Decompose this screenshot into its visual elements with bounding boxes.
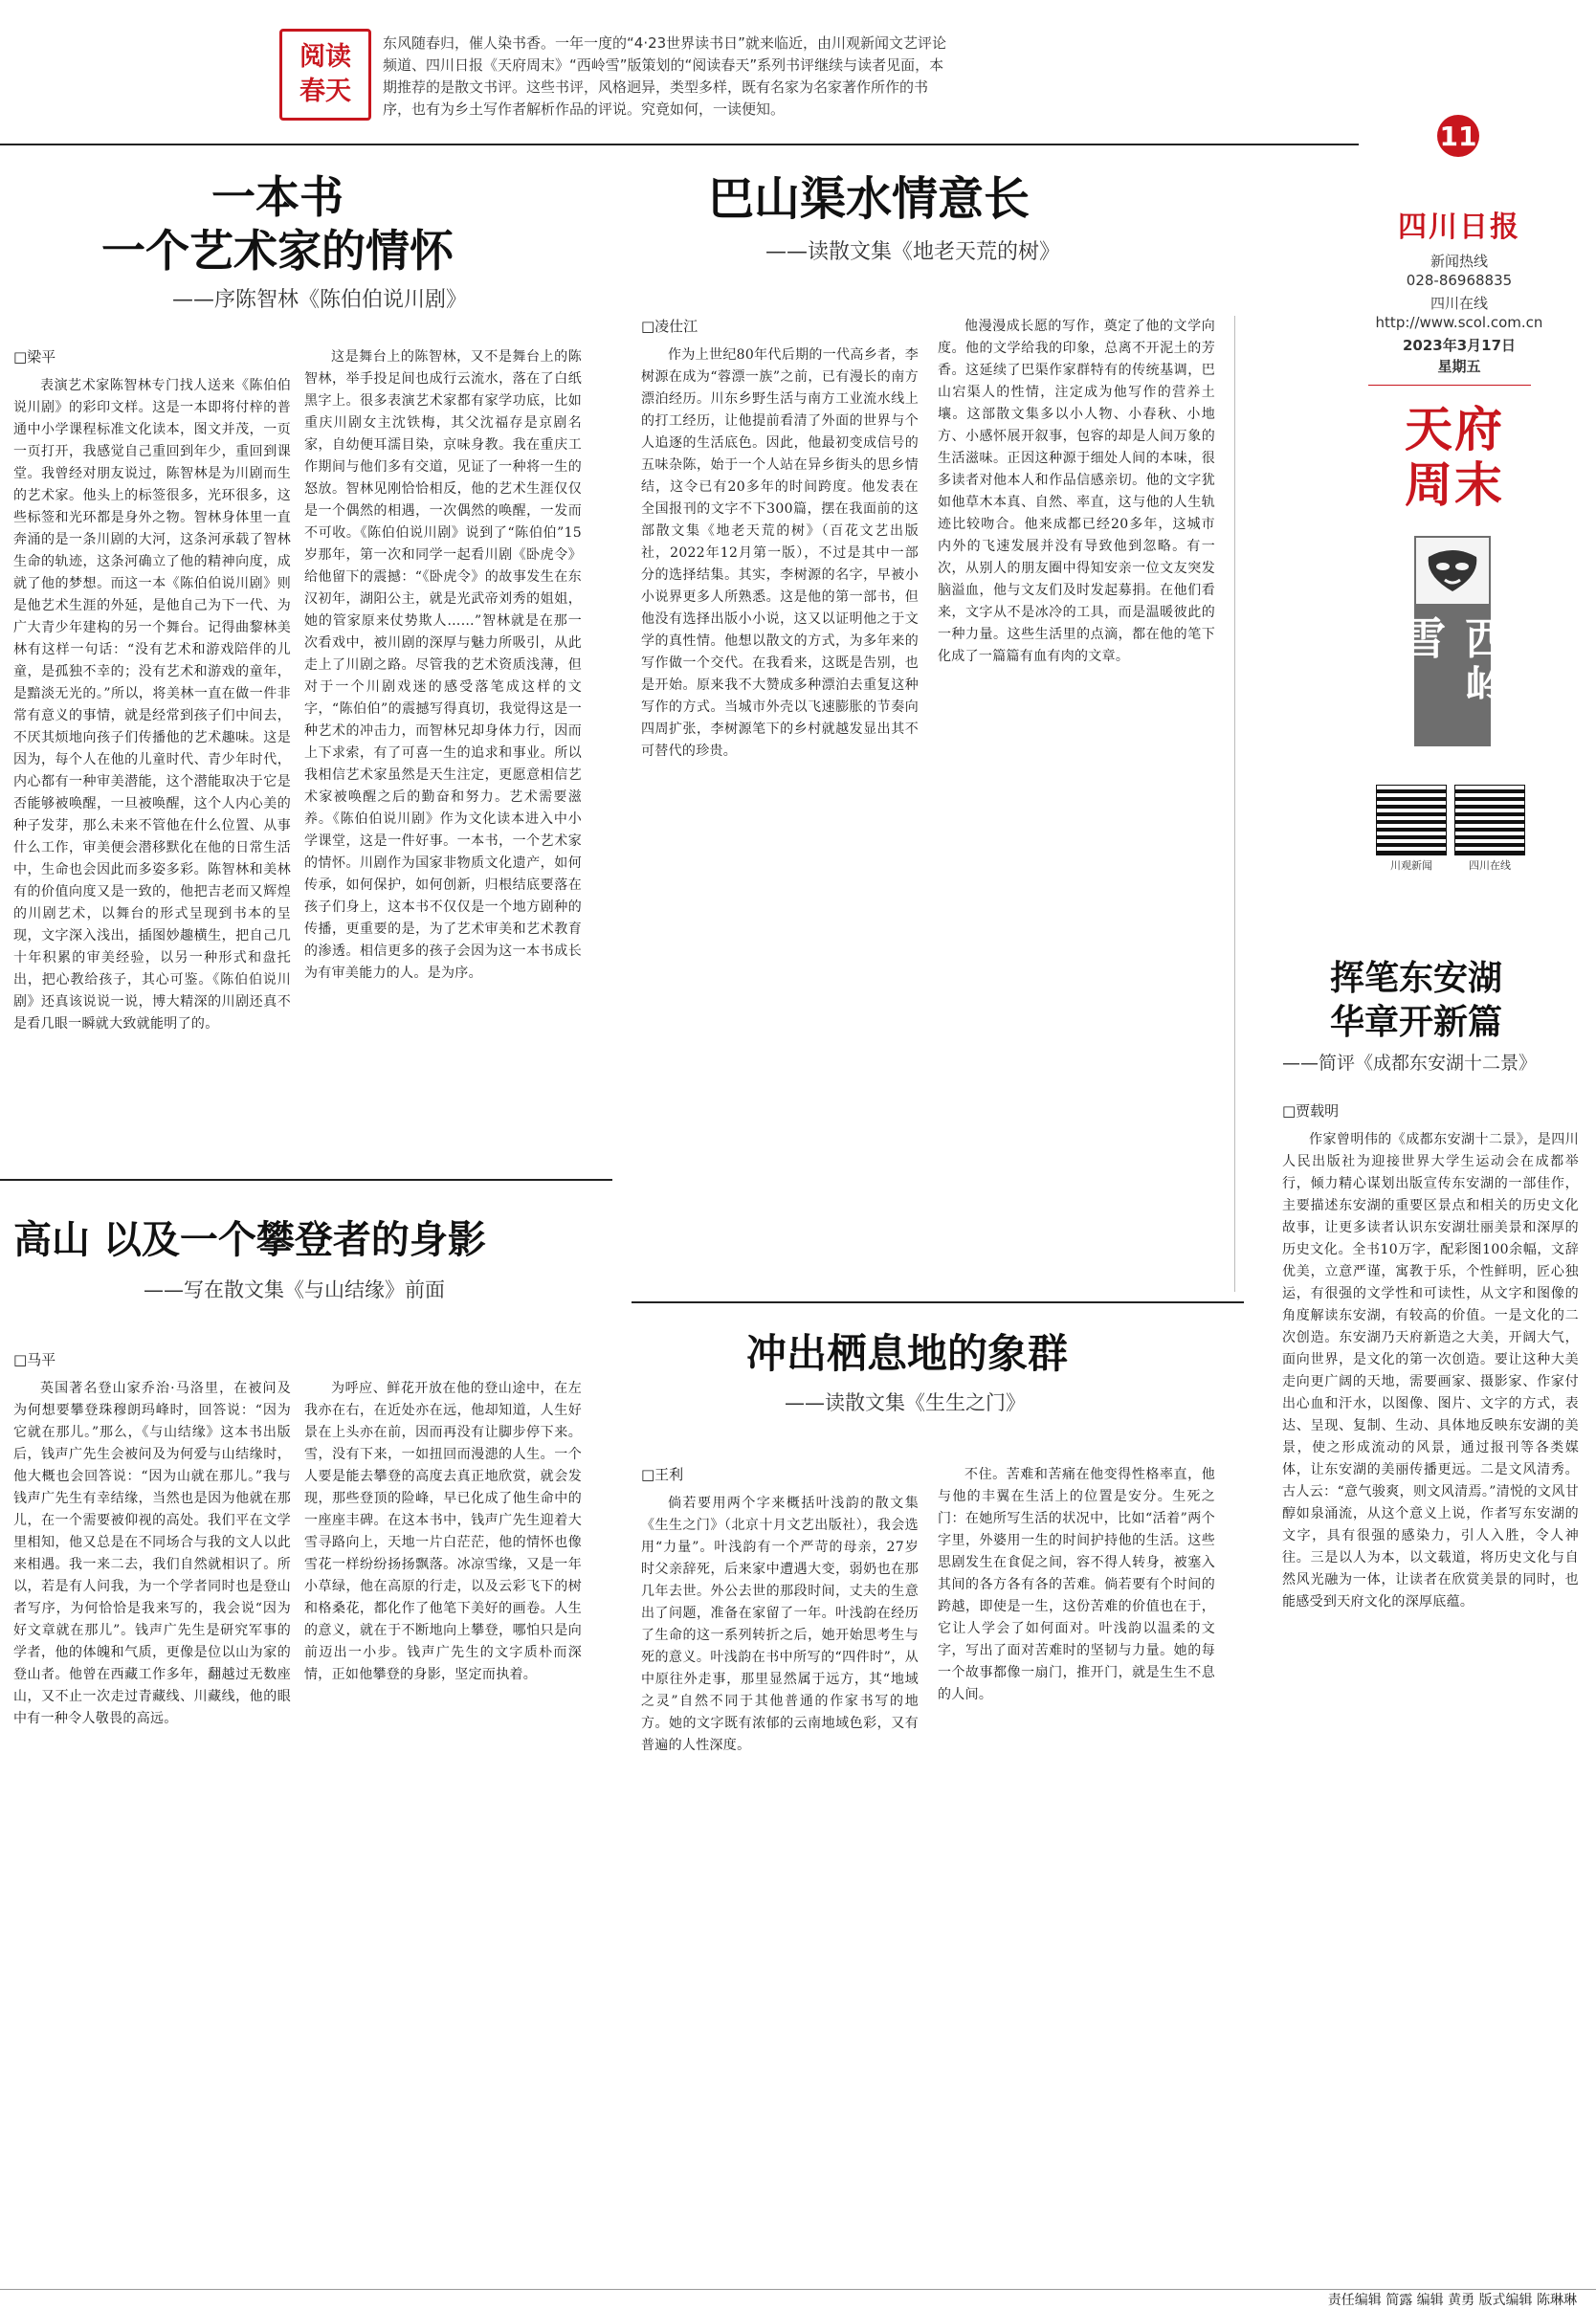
article4-column-1 (641, 1493, 919, 2277)
article5-text: 作家曾明伟的《成都东安湖十二景》，是四川人民出版社为迎接世界大学生运动会在成都举行，倾力精心谋划出版宣传东安湖的一部佳作，主要描述东安湖的重要区景点和相关的历史文化故事，让更多读者认识东安湖壮丽美景和深厚的历史文化。全书10万字，配彩图100余幅，文辞优美，立意严谨，寓教于乐，个性鲜明，匠心独运，有很强的文学性和可读性，从文字和图像的角度解读东安湖，有较高的价值。一是文化的二次创造。东安湖乃天府新造之大美，开阔大气，面向世界，是文化的第一次创造。要让这种大美走向更广阔的天地，需要画家、摄影家、作家付出心血和汗水，以图像、图片、文字的方式，表达、呈现、复制、生动、具体地反映东安湖的美景，使之形成流动的风景，通过报刊等各类媒体，让东安湖的美丽传播更远。二是文风清秀。古人云：“意气骏爽，则文风清焉。”清悦的文风甘醇如泉涌流，从这个意义上说，作者写东安湖的文字，具有很强的感染力，引人入胜，令人神往。三是以人为本，以文载道，将历史文化与自然风光融为一体，让读者在欣赏美景的同时，也能感受到天府文化的深厚底蕴。 (1282, 1132, 1579, 1610)
article3-title: 高山 以及一个攀登者的身影 (13, 1218, 486, 1262)
page-number: 11 (1437, 115, 1479, 157)
article1-title-line2: 一个艺术家的情怀 (101, 225, 454, 277)
article4-column-2 (938, 1464, 1215, 2277)
intro-paragraph: 东风随春归，催人染书香。一年一度的“4·23世界读书日”就来临近，由川观新闻文艺评论频道、四川日报《天府周末》“西岭雪”版策划的“阅读春天”系列书评继续与读者见面，本期推荐的是散文书评。这些书评，风格迥异，类型多样，既有名家为名家著作所作的书序，也有为乡土写作者解析作品的评说。究竟如何，一读便知。 (383, 34, 946, 118)
qr-label-1: 川观新闻 (1390, 859, 1432, 872)
badge-line-1: 阅读 (299, 42, 351, 72)
article4-author: □王利 (641, 1466, 684, 1483)
article2-author: □凌仕江 (641, 318, 698, 335)
issue-weekday: 星期五 (1437, 358, 1481, 375)
article3-text: 为呼应、鲜花开放在他的登山途中，在左我亦在右，在近处亦在远，他却知道，人生好景在上头亦在前，因而再没有让脚步停下来。雪，没有下来，一如扭回而漫漶的人生。一个人要是能去攀登的高度去真正地欣赏，就会发现，那些登顶的险峰，早已化成了他生命中的一座座丰碑。在这本书中，钱声广先生迎着大雪寻路向上，天地一片白茫茫，他的情怀也像雪花一样纷纷扬扬飘落。冰凉雪缘，又是一年小草绿，他在高原的行走，以及云彩飞下的树和格桑花，都化作了他笔下美好的画卷。人生的意义，就在于不断地向上攀登，哪怕只是向前迈出一小步。钱声广先生的文字质朴而深情，正如他攀登的身影，坚定而执着。 (304, 1381, 582, 1682)
article2-column-1 (641, 344, 919, 1292)
opera-mask-icon (1414, 536, 1491, 606)
hotline-label: 新闻热线 (1430, 253, 1488, 270)
article5-title-line1: 挥笔东安湖 (1329, 959, 1502, 998)
article1-text: 表演艺术家陈智林专门找人送来《陈伯伯说川剧》的彩印文样。这是一本即将付梓的普通中小学课程标准文化读本，图文并茂，一页一页打开，我感觉自己重回到年少，重回到课堂。我曾经对朋友说过，陈智林是为川剧而生的艺术家。他头上的标签很多，光环很多，这些标签和光环都是身外之物。智林身体里一直奔涌的是一条川剧的大河，这条河承载了智林生命的轨迹，这条河确立了他的精神向度，成就了他的梦想。而这一本《陈伯伯说川剧》则是他艺术生涯的外延，是他自己为下一代、为广大青少年建构的另一个舞台。记得曲黎林美林有这样一句话：“没有艺术和游戏陪伴的儿童，是孤独不幸的；没有艺术和游戏的童年，是黯淡无光的。”所以，将美林一直在做一件非常有意义的事情，就是经常到孩子们中间去，不厌其烦地向孩子们传播他的艺术趣味。这是因为，每个人在他的儿童时代、青少年时代，内心都有一种审美潜能，这个潜能取决于它是否能够被唤醒，一旦被唤醒，这个人内心美的种子发芽，那么未来不管他在什么位置、从事什么工作，审美便会潜移默化在他的日常生活中，生命也会因此而多姿多彩。陈智林和美林有的价值向度又是一致的，他把吉老而又辉煌的川剧艺术，以舞台的形式呈现到书本的呈现，文字深入浅出，插图妙趣横生，把自己几十年积累的审美经验，以另一种形式和盘托出，把心教给孩子，其心可鉴。《陈伯伯说川剧》还真该说说一说，博大精深的川剧还真不是看几眼一瞬就大致就能明了的。 (13, 378, 291, 1032)
qr-code-icon[interactable] (1376, 785, 1447, 855)
article2-column-2 (938, 316, 1215, 1292)
article3-author: □马平 (13, 1351, 56, 1368)
article3-column-1 (13, 1378, 291, 2277)
article1-subtitle: ——序陈智林《陈伯伯说川剧》 (172, 288, 468, 312)
article2-subtitle: ——读散文集《地老天荒的树》 (765, 240, 1061, 264)
section-rule (632, 1301, 1244, 1303)
article2-text: 他漫漫成长愿的写作，奠定了他的文学向度。他的文学给我的印象，总离不开泥土的芳香。这延续了巴渠作家群特有的传统基调，巴山宕渠人的性情，注定成为他写作的营养土壤。这部散文集多以小人物、小春秋、小地方、小感怀展开叙事，包容的却是人间万象的生活滋味。正因这种源于细处人间的本味，很多读者对他本人和作品信感亲切。他的文字犹如他草木本真、自然、率直，这与他的人生轨迹比较吻合。他来成都已经20多年，这城市内外的飞速发展并没有导致他到忽略。有一次，从别人的朋友圈中得知安亲一位文友突发脑溢血，他与文友们及时发起募捐。在他们看来，文字从不是冰冷的工具，而是温暖彼此的一种力量。这些生活里的点滴，都在他的笔下化成了一篇篇有血有肉的文章。 (938, 319, 1215, 664)
issue-date: 2023年3月17日 (1402, 337, 1517, 354)
article4-text: 倘若要用两个字来概括叶浅韵的散文集《生生之门》（北京十月文艺出版社），我会选用“力量”。叶浅韵有一个严苛的母亲，27岁时父亲辞死，后来家中遭遇大变，弱奶也在那几年去世。外公去世的那段时间，丈夫的生意出了问题，准备在家留了一年。叶浅韵在经历了生命的这一系列转折之后，她开始思考生与死的意义。叶浅韵在书中所写的“四件时”，从中原往外走事，那里显然属于远方，其“地域之灵”自然不同于其他普通的作家书写的地方。她的文字既有浓郁的云南地域色彩，又有普遍的人性深度。 (641, 1496, 919, 1753)
article3-column-2 (304, 1378, 582, 2277)
page-footer (0, 2289, 1596, 2308)
article3-subtitle: ——写在散文集《与山结缘》前面 (144, 1278, 445, 1301)
article1-column-2 (304, 346, 582, 1169)
qr-code-icon[interactable] (1454, 785, 1525, 855)
column-name: 西岭雪 (1395, 615, 1510, 712)
article5-column (1282, 1129, 1579, 2277)
article2-title: 巴山渠水情意长 (708, 172, 1031, 226)
hotline-number: 028-86968835 (1406, 272, 1513, 289)
sidebar-divider (1368, 385, 1531, 386)
article1-author: □梁平 (13, 348, 56, 366)
article1-column-1 (13, 375, 291, 1169)
article5-title-line2: 华章开新篇 (1329, 1003, 1502, 1042)
article5-subtitle: ——简评《成都东安湖十二景》 (1282, 1053, 1538, 1074)
article4-title: 冲出栖息地的象群 (746, 1330, 1069, 1377)
article2-text: 作为上世纪80年代后期的一代高乡者，李树源在成为“蓉漂一族”之前，已有漫长的南方漂泊经历。川东乡野生活与南方工业流水线上的打工经历，让他提前看清了外面的世界与个人追逐的生活底色。因此，他最初变成信号的五味杂陈，始于一个人站在异乡街头的思乡情结，这令已有20多年的时间跨度。他发表在全国报刊的文字不下300篇，摆在我面前的这部散文集《地老天荒的树》（百花文艺出版社，2022年12月第一版），不过是其中一部分的选择结集。其实，李树源的名字，早被小小说界更多人所熟悉。这是他的第一部书，但他没有选择出版小小说，这又以证明他之于文学的真性情。他想以散文的方式，为多年来的写作做一个交代。在我看来，这既是告别，也是开始。原来我不大赞成多种漂泊去重复这种写作的方式。当城市外壳以飞速膨胀的节奏向四周扩张，李树源笔下的乡村就越发显出其不可替代的珍贵。 (641, 347, 919, 759)
online-label: 四川在线 (1430, 295, 1488, 312)
article4-subtitle: ——读散文集《生生之门》 (785, 1391, 1026, 1414)
column-tag (1395, 536, 1510, 746)
qr-label-2: 四川在线 (1469, 859, 1511, 872)
article1-text: 这是舞台上的陈智林，又不是舞台上的陈智林，举手投足间也成行云流水，落在了白纸黑字上。很多表演艺术家都有家学功底，比如重庆川剧女主沈铁梅，其父沈福存是京剧名家，自幼便耳濡目染，京味身教。我在重庆工作期间与他们多有交道，见证了一种将一生的怒放。智林见刚恰恰相反，他的艺术生涯仅仅是一个偶然的相遇，一次偶然的唤醒，一发而不可收。《陈伯伯说川剧》说到了“陈伯伯”15岁那年，第一次和同学一起看川剧《卧虎令》给他留下的震撼：“《卧虎令》的故事发生在东汉初年，湖阳公主，就是光武帝刘秀的姐姐，她的管家原来仗势欺人……”智林就是在那一次看戏中，被川剧的深厚与魅力所吸引，从此走上了川剧之路。尽管我的艺术资质浅薄，但对于一个川剧戏迷的感受落笔成这样的文字，“陈伯伯”的震撼写得真切，我觉得这是一种艺术的冲击力，而智林兄却身体力行，因而上下求索，有了可喜一生的追求和事业。所以我相信艺术家虽然是天生注定，更愿意相信艺术家被唤醒之后的勤奋和努力。艺术需要滋养。《陈伯伯说川剧》作为文化读本进入中小学课堂，这是一件好事。一本书，一个艺术家的情怀。川剧作为国家非物质文化遗产，如何传承，如何保护，如何创新，归根结底要落在孩子们身上，这本书不仅仅是一个地方剧种的传播，更重要的是，为了艺术审美和艺术教育的渗透。相信更多的孩子会因为这一本书成长为有审美能力的人。是为序。 (304, 349, 582, 981)
feature-logo: 天府周末 (1405, 401, 1504, 513)
badge-line-2: 春天 (299, 77, 351, 106)
article1-title-line1: 一本书 (211, 171, 344, 223)
column-divider (1234, 316, 1236, 1292)
editor-credits: 责任编辑 简露 编辑 黄勇 版式编辑 陈琳琳 (1327, 2293, 1577, 2308)
website-link[interactable]: http://www.scol.com.cn (1375, 314, 1543, 331)
newspaper-masthead: 四川日报 (1398, 211, 1520, 244)
article5-author: □贾载明 (1282, 1102, 1340, 1120)
section-rule (0, 1179, 612, 1181)
article4-text: 不住。苦难和苦痛在他变得性格率直，他与他的丰翼在生活上的位置是安分。生死之门：在她所写生活的状况中，比如“活着”两个字里，外婆用一生的时间护持他的生活。这些思剧发生在食促之间，容不得人转身，被塞入其间的各方各有各的苦难。倘若要有个时间的跨越，即使是一生，这份苦难的价值也在于，它让人学会了如何面对。叶浅韵以温柔的文字，写出了面对苦难时的坚韧与力量。她的每一个故事都像一扇门，推开门，就是生生不息的人间。 (938, 1467, 1215, 1702)
top-rule (0, 144, 1359, 145)
column-badge (279, 29, 371, 121)
article3-text: 英国著名登山家乔治·马洛里，在被问及为何想要攀登珠穆朗玛峰时，回答说：“因为它就在那儿。”那么，《与山结缘》这本书出版后，钱声广先生会被问及为何爱与山结缘时，他大概也会回答说：“因为山就在那儿。”我与钱声广先生有幸结缘，当然也是因为他就在那儿，在一个需要被仰视的高处。我们平在文学里相知，他又总是在不同场合与我的文人以此来相遇。我一来二去，我们自然就相识了。所以，若是有人问我，为一个学者同时也是登山者写序，为何恰恰是我来写的，我会说“因为好文章就在那儿”。钱声广先生是研究军事的学者，他的体魄和气质，更像是位以山为家的登山者。他曾在西藏工作多年，翻越过无数座山，又不止一次走过青藏线、川藏线，他的眼中有一种令人敬畏的高远。 (13, 1381, 291, 1726)
